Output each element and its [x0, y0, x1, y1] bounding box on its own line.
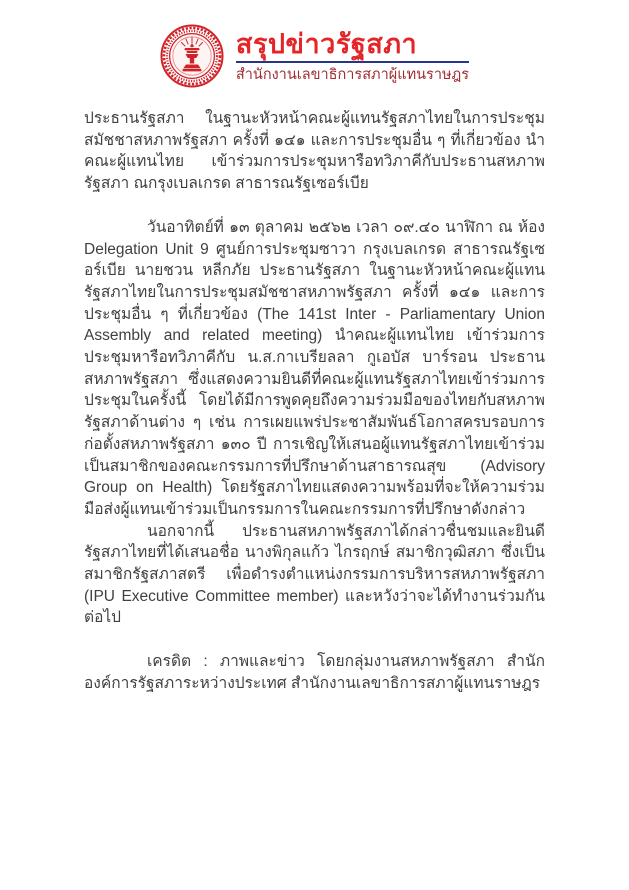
body-paragraph: นอกจากนี้ ประธานสหภาพรัฐสภาได้กล่าวชื่นชมและยินดีรัฐสภาไทยที่ได้เสนอชื่อ นางพิกุลแก้ว ไกรฤกษ์ สมาชิกวุฒิสภา ซึ่งเป็นสมาชิกรัฐสภาสตรี เพื่อดำรงตำแหน่งกรรมการบริหารสหภาพรัฐสภา (IPU Executive Committee member) และหวังว่าจะได้ทำงานร่วมกันต่อไป [84, 522, 545, 627]
lead-paragraph: ประธานรัฐสภา ในฐานะหัวหน้าคณะผู้แทนรัฐสภาไทยในการประชุมสมัชชาสหภาพรัฐสภา ครั้งที่ ๑๔๑ และการประชุมอื่น ๆ ที่เกี่ยวข้อง นำคณะผู้แทนไทย เข้าร่วมการประชุมหารือทวิภาคีกับประธานสหภาพรัฐสภา ณกรุงเบลเกรด สาธารณรัฐเซอร์เบีย [84, 110, 545, 193]
credit-paragraph: เครดิต : ภาพและข่าว โดยกลุ่มงานสหภาพรัฐสภา สำนักองค์การรัฐสภาระหว่างประเทศ สำนักงานเลขาธิการสภาผู้แทนราษฎร [84, 653, 545, 692]
agency-name: สำนักงานเลขาธิการสภาผู้แทนราษฎร [235, 66, 470, 83]
masthead [0, 0, 629, 88]
parliament-emblem-icon [160, 24, 224, 88]
masthead-text [236, 29, 469, 84]
body-paragraph: วันอาทิตย์ที่ ๑๓ ตุลาคม ๒๕๖๒ เวลา ๐๙.๔๐ นาฬิกา ณ ห้อง Delegation Unit 9 ศูนย์การประชุมซาวา กรุงเบลเกรด สาธารณรัฐเซอร์เบีย นายชวน หลีกภัย ประธานรัฐสภา ในฐานะหัวหน้าคณะผู้แทนรัฐสภาไทยในการประชุมสมัชชาสหภาพรัฐสภา ครั้งที่ ๑๔๑ และการประชุมอื่น ๆ ที่เกี่ยวข้อง (The 141st Inter - Parliamentary Union Assembly and related meeting) นำคณะผู้แทนไทย เข้าร่วมการประชุมหารือทวิภาคีกับ น.ส.กาเบรียลลา กูเอบัส บาร์รอน ประธานสหภาพรัฐสภา ซึ่งแสดงความยินดีที่คณะผู้แทนรัฐสภาไทยเข้าร่วมการประชุมในครั้งนี้ โดยได้มีการพูดคุยถึงความร่วมมือของไทยกับสหภาพรัฐสภาด้านต่าง ๆ เช่น การเผยแพร่ประชาสัมพันธ์โอกาสครบรอบการก่อตั้งสหภาพรัฐสภา ๑๓๐ ปี การเชิญให้เสนอผู้แทนรัฐสภาไทยเข้าร่วมเป็นสมาชิกของคณะกรรมการที่ปรึกษาด้านสาธารณสุข (Advisory Group on Health) โดยรัฐสภาไทยแสดงความพร้อมที่จะให้ความร่วมมือส่งผู้แทนเข้าร่วมเป็นกรรมการในคณะกรรมการที่ปรึกษาดังกล่าว [84, 218, 545, 518]
newsletter-title: สรุปข่าวรัฐสภา [235, 28, 418, 59]
title-divider [236, 61, 469, 63]
article-body [84, 108, 545, 695]
